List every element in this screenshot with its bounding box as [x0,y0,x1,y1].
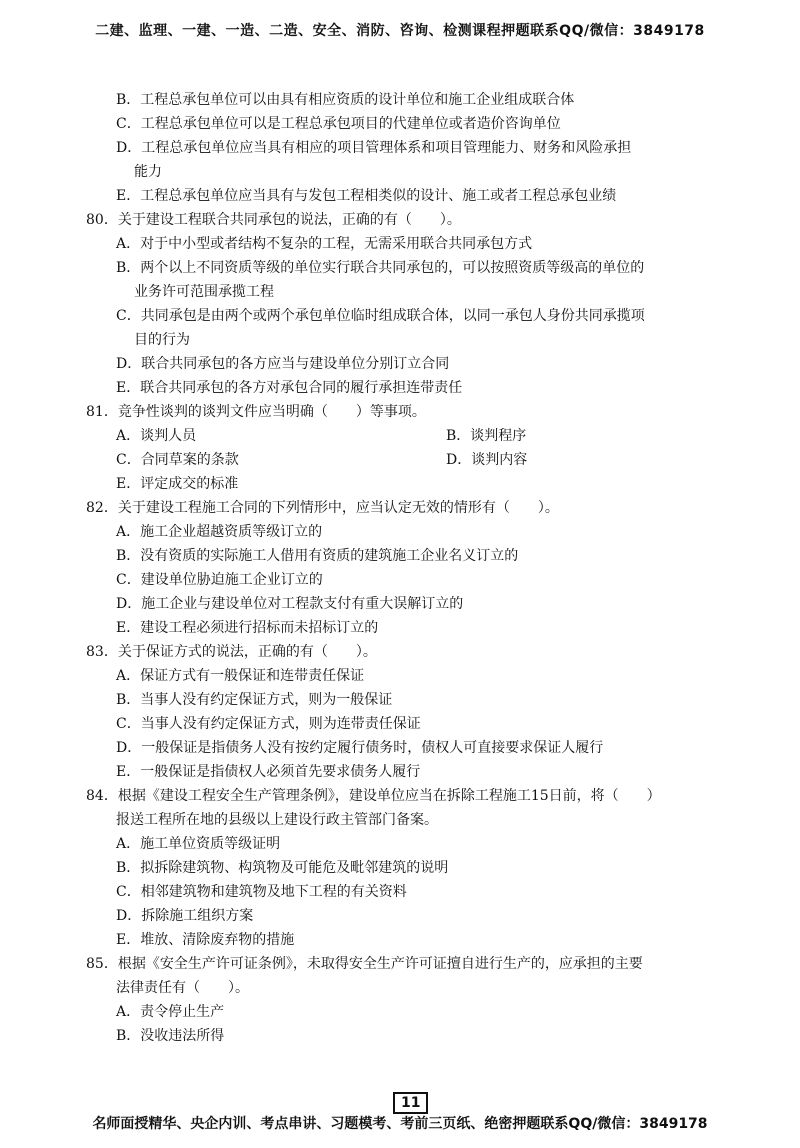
option-text: B．当事人没有约定保证方式，则为一般保证 [116,692,393,708]
option-text: C．工程总承包单位可以是工程总承包项目的代建单位或者造价咨询单位 [116,116,561,132]
option-text: C．相邻建筑物和建筑物及地下工程的有关资料 [116,884,407,900]
option-text: D．施工企业与建设单位对工程款支付有重大误解订立的 [116,596,464,612]
option-text: B．没收违法所得 [116,1028,225,1044]
option-text: C．建设单位胁迫施工企业订立的 [116,572,323,588]
option-text: C．当事人没有约定保证方式，则为连带责任保证 [116,716,421,732]
question-list [86,88,746,1048]
option-text: 能力 [134,164,162,180]
page-number: 11 [393,1092,428,1114]
option-row [86,424,746,448]
option-text: A．保证方式有一般保证和连带责任保证 [116,668,365,684]
option-text: E．一般保证是指债权人必须首先要求债务人履行 [116,764,421,780]
option-text: 目的行为 [134,332,190,348]
option-text: A．施工企业超越资质等级订立的 [116,524,323,540]
option-text: D．一般保证是指债务人没有按约定履行债务时，债权人可直接要求保证人履行 [116,740,604,756]
question-stem: 80．关于建设工程联合共同承包的说法，正确的有（ ）。 [86,212,461,228]
option-text: A．谈判人员 [116,428,197,444]
option-text: C．共同承包是由两个或两个承包单位临时组成联合体，以同一承包人身份共同承揽项 [116,308,645,324]
option-text: D．联合共同承包的各方应当与建设单位分别订立合同 [116,356,450,372]
option-text: A．施工单位资质等级证明 [116,836,281,852]
option-text: B．两个以上不同资质等级的单位实行联合共同承包的，可以按照资质等级高的单位的 [116,260,645,276]
page-footer: 名师面授精华、央企内训、考点串讲、习题模考、考前三页纸、绝密押题联系QQ/微信：3849178 [92,1116,708,1132]
option-text: 报送工程所在地的县级以上建设行政主管部门备案。 [116,812,438,828]
option-row [86,448,746,472]
option-text: E．工程总承包单位应当具有与发包工程相类似的设计、施工或者工程总承包业绩 [116,188,617,204]
option-text: A．责令停止生产 [116,1004,225,1020]
option-text: E．建设工程必须进行招标而未招标订立的 [116,620,379,636]
option-text: D．工程总承包单位应当具有相应的项目管理体系和项目管理能力、财务和风险承担 [116,140,632,156]
option-text: B．拟拆除建筑物、构筑物及可能危及毗邻建筑的说明 [116,860,449,876]
option-text: 法律责任有（ ）。 [116,980,249,996]
option-text: C．合同草案的条款 [116,452,239,468]
question-stem: 82．关于建设工程施工合同的下列情形中，应当认定无效的情形有（ ）。 [86,500,559,516]
option-text: E．评定成交的标准 [116,476,239,492]
option-text: B．谈判程序 [446,428,527,444]
page-header: 二建、监理、一建、一造、二造、安全、消防、咨询、检测课程押题联系QQ/微信：3849178 [95,23,705,39]
option-text: B．没有资质的实际施工人借用有资质的建筑施工企业名义订立的 [116,548,519,564]
question-stem: 84．根据《建设工程安全生产管理条例》，建设单位应当在拆除工程施工15日前，将（ ） [86,788,661,804]
question-stem: 85．根据《安全生产许可证条例》，未取得安全生产许可证擅自进行生产的，应承担的主要 [86,956,643,972]
option-text: D．谈判内容 [446,452,528,468]
question-stem: 81．竞争性谈判的谈判文件应当明确（ ）等事项。 [86,404,426,420]
option-text: E．堆放、清除废弃物的措施 [116,932,295,948]
option-text: 业务许可范围承揽工程 [134,284,274,300]
question-stem: 83．关于保证方式的说法，正确的有（ ）。 [86,644,377,660]
option-text: E．联合共同承包的各方对承包合同的履行承担连带责任 [116,380,463,396]
option-text: D．拆除施工组织方案 [116,908,254,924]
option-text: B．工程总承包单位可以由具有相应资质的设计单位和施工企业组成联合体 [116,92,575,108]
option-text: A．对于中小型或者结构不复杂的工程，无需采用联合共同承包方式 [116,236,533,252]
